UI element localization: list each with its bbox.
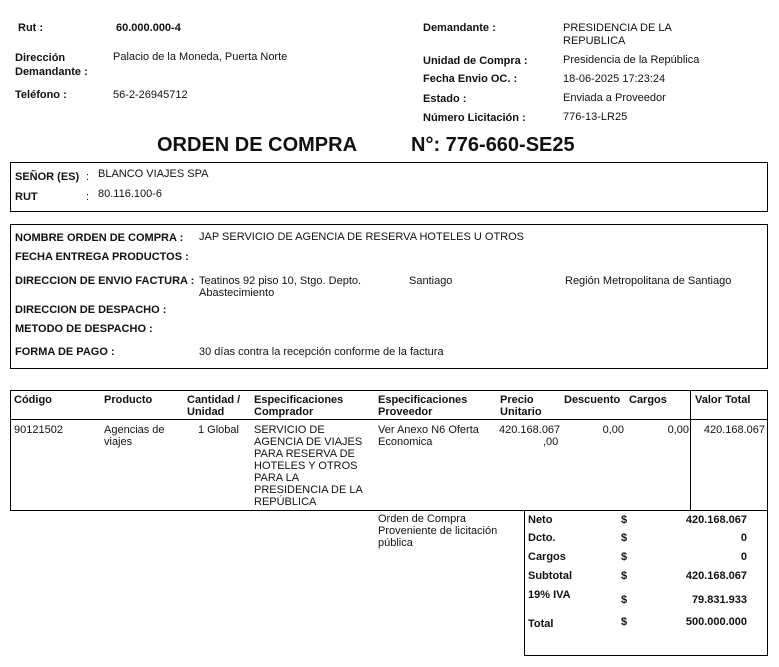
- neto-value: 420.168.067: [685, 514, 747, 526]
- fecha-envio-value: 18-06-2025 17:23:24: [563, 73, 666, 85]
- neto-label: Neto: [528, 514, 553, 526]
- col-header-esp-comprador-line1: Especificaciones: [254, 394, 344, 406]
- forma-pago-value: 30 días contra la recepción conforme de la factura: [199, 346, 444, 358]
- demandante-value-line2: REPUBLICA: [563, 35, 626, 47]
- items-header-divider: [10, 419, 768, 420]
- total-value: 500.000.000: [685, 616, 747, 628]
- iva-label: 19% IVA: [528, 589, 571, 601]
- col-header-producto: Producto: [104, 394, 153, 406]
- col-header-descuento: Descuento: [564, 394, 621, 406]
- subtotal-value: 420.168.067: [685, 570, 747, 582]
- cargos-value: 0: [740, 551, 747, 563]
- col-header-esp-comprador-line2: Comprador: [254, 406, 314, 418]
- demandante-label: Demandante :: [423, 22, 496, 34]
- cell-esp-proveedor: Ver Anexo N6 Oferta Economica: [378, 424, 479, 448]
- col-header-precio-line1: Precio: [500, 394, 534, 406]
- document-title: ORDEN DE COMPRA: [157, 134, 358, 156]
- dcto-label: Dcto.: [528, 532, 556, 544]
- cargos-currency: $: [621, 551, 628, 563]
- direccion-envio-value-line1: Teatinos 92 piso 10, Stgo. Depto.: [199, 275, 362, 287]
- senor-label: SEÑOR (ES): [15, 171, 80, 183]
- cell-precio-line2: ,00: [543, 436, 559, 448]
- metodo-despacho-label: METODO DE DESPACHO :: [15, 323, 153, 335]
- col-header-cantidad-line2: Unidad: [187, 406, 225, 418]
- dcto-value: 0: [740, 532, 747, 544]
- total-label: Total: [528, 618, 554, 630]
- rut-label: Rut :: [18, 22, 44, 34]
- cargos-label: Cargos: [528, 551, 566, 563]
- cell-descuento: 0,00: [602, 424, 624, 436]
- order-number: N°: 776-660-SE25: [411, 134, 575, 156]
- neto-currency: $: [621, 514, 628, 526]
- col-header-codigo: Código: [14, 394, 52, 406]
- estado-value: Enviada a Proveedor: [563, 92, 666, 104]
- direccion-envio-region: Región Metropolitana de Santiago: [565, 275, 732, 287]
- col-header-cargos: Cargos: [629, 394, 667, 406]
- col-header-esp-proveedor-line2: Proveedor: [378, 406, 433, 418]
- cell-esp-comprador: SERVICIO DE AGENCIA DE VIAJES PARA RESERVA DE HOTELES Y OTROS PARA LA PRESIDENCIA DE LA REPÚBLICA: [254, 424, 363, 508]
- col-header-precio-line2: Unitario: [500, 406, 542, 418]
- direccion-envio-city: Santiago: [409, 275, 453, 287]
- cell-cantidad: 1 Global: [198, 424, 239, 436]
- nombre-oc-label: NOMBRE ORDEN DE COMPRA :: [15, 232, 184, 244]
- senor-value: BLANCO VIAJES SPA: [98, 168, 209, 180]
- supplier-rut-value: 80.116.100-6: [98, 188, 163, 200]
- estado-label: Estado :: [423, 93, 467, 105]
- direccion-despacho-label: DIRECCION DE DESPACHO :: [15, 304, 167, 316]
- nombre-oc-value: JAP SERVICIO DE AGENCIA DE RESERVA HOTELES U OTROS: [199, 231, 525, 243]
- summary-note: Orden de Compra Proveniente de licitación pública: [378, 513, 498, 549]
- direccion-label-line1: Dirección: [15, 52, 66, 64]
- iva-currency: $: [621, 594, 628, 606]
- direccion-value: Palacio de la Moneda, Puerta Norte: [113, 51, 288, 63]
- cell-precio-line1: 420.168.067: [499, 424, 561, 436]
- cell-valor-total: 420.168.067: [703, 424, 765, 436]
- subtotal-currency: $: [621, 570, 628, 582]
- forma-pago-label: FORMA DE PAGO :: [15, 346, 115, 358]
- col-header-valor-total: Valor Total: [695, 394, 751, 406]
- supplier-rut-label: RUT: [15, 191, 38, 203]
- cell-producto: Agencias de viajes: [104, 424, 165, 448]
- fecha-entrega-label: FECHA ENTREGA PRODUCTOS :: [15, 251, 189, 263]
- telefono-value: 56-2-26945712: [113, 89, 188, 101]
- col-header-esp-proveedor-line1: Especificaciones: [378, 394, 468, 406]
- demandante-value-line1: PRESIDENCIA DE LA: [563, 22, 672, 34]
- col-header-cantidad-line1: Cantidad /: [187, 394, 241, 406]
- senor-colon: :: [86, 171, 90, 183]
- unidad-compra-label: Unidad de Compra :: [423, 55, 528, 67]
- unidad-compra-value: Presidencia de la República: [563, 54, 700, 66]
- iva-value: 79.831.933: [691, 594, 747, 606]
- telefono-label: Teléfono :: [15, 89, 67, 101]
- subtotal-label: Subtotal: [528, 570, 572, 582]
- supplier-rut-colon: :: [86, 191, 90, 203]
- direccion-envio-label: DIRECCION DE ENVIO FACTURA :: [15, 275, 195, 287]
- rut-value: 60.000.000-4: [116, 22, 181, 34]
- licitacion-value: 776-13-LR25: [563, 111, 628, 123]
- direccion-envio-value-line2: Abastecimiento: [199, 287, 275, 299]
- licitacion-label: Número Licitación :: [423, 112, 526, 124]
- valor-total-divider: [690, 390, 691, 511]
- cell-codigo: 90121502: [14, 424, 63, 436]
- dcto-currency: $: [621, 532, 628, 544]
- cell-cargos: 0,00: [667, 424, 689, 436]
- fecha-envio-label: Fecha Envio OC. :: [423, 73, 518, 85]
- direccion-label-line2: Demandante :: [15, 66, 88, 78]
- total-currency: $: [621, 616, 628, 628]
